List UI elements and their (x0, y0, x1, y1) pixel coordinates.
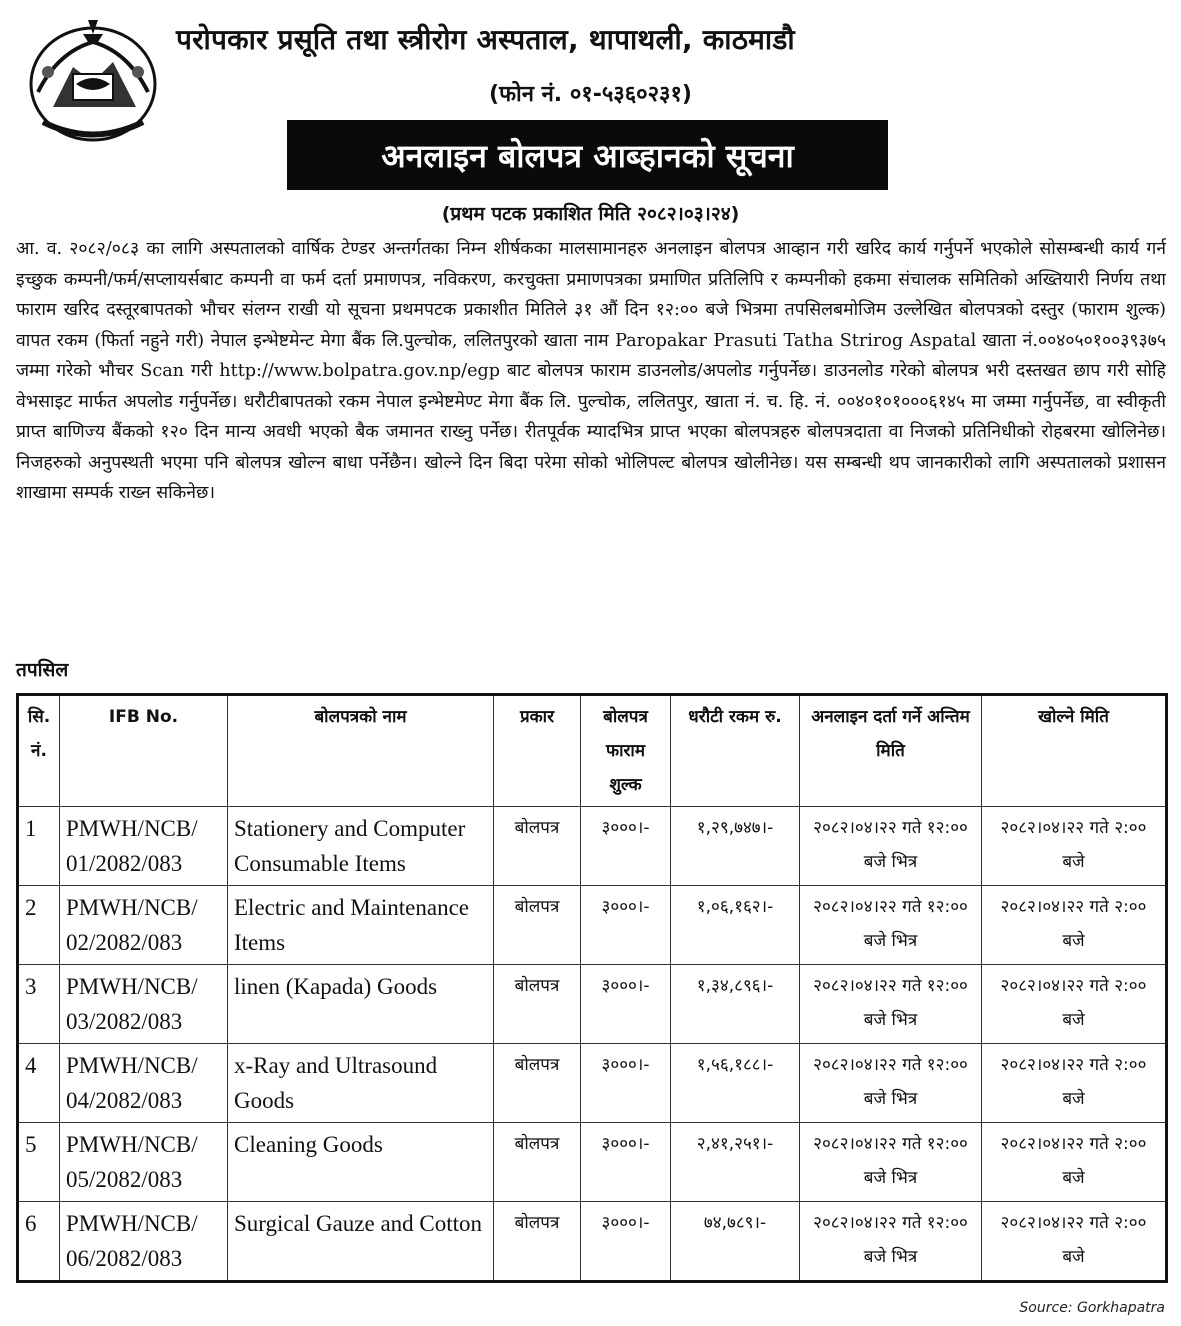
col-header-deadline: अनलाइन दर्ता गर्ने अन्तिम मिति (800, 695, 982, 807)
col-header-name: बोलपत्रको नाम (228, 695, 494, 807)
table-row (18, 965, 1167, 1044)
cell-name: Stationery and Computer Consumable Items (228, 807, 494, 886)
cell-name: linen (Kapada) Goods (228, 965, 494, 1044)
cell-opening: २०८२।०४।२२ गते २:०० बजे (982, 807, 1167, 886)
cell-deadline: २०८२।०४।२२ गते १२:०० बजे भित्र (800, 886, 982, 965)
cell-deadline: २०८२।०४।२२ गते १२:०० बजे भित्र (800, 1123, 982, 1202)
cell-opening: २०८२।०४।२२ गते २:०० बजे (982, 1202, 1167, 1282)
col-header-opening: खोल्ने मिति (982, 695, 1167, 807)
cell-type: बोलपत्र (494, 807, 581, 886)
cell-type: बोलपत्र (494, 1123, 581, 1202)
cell-sn: 4 (18, 1044, 60, 1123)
cell-sn: 2 (18, 886, 60, 965)
table-row (18, 807, 1167, 886)
notice-title-box (287, 120, 888, 190)
cell-opening: २०८२।०४।२२ गते २:०० बजे (982, 1123, 1167, 1202)
cell-deposit: १,५६,१८८।- (671, 1044, 800, 1123)
cell-fee: ३०००।- (581, 1123, 671, 1202)
cell-ifb: PMWH/NCB/ 06/2082/083 (60, 1202, 228, 1282)
office-title: परोपकार प्रसूति तथा स्त्रीरोग अस्पताल, थापाथली, काठमाडौ (176, 23, 795, 56)
cell-deadline: २०८२।०४।२२ गते १२:०० बजे भित्र (800, 1202, 982, 1282)
cell-deposit: ७४,७८९।- (671, 1202, 800, 1282)
schedule-label: तपसिल (16, 659, 69, 681)
cell-type: बोलपत्र (494, 886, 581, 965)
col-header-sn: सि. नं. (18, 695, 60, 807)
table-row (18, 1044, 1167, 1123)
cell-ifb: PMWH/NCB/ 05/2082/083 (60, 1123, 228, 1202)
table-header-row (18, 695, 1167, 807)
col-header-type: प्रकार (494, 695, 581, 807)
cell-deadline: २०८२।०४।२२ गते १२:०० बजे भित्र (800, 965, 982, 1044)
cell-opening: २०८२।०४।२२ गते २:०० बजे (982, 1044, 1167, 1123)
table-row (18, 1202, 1167, 1282)
cell-sn: 3 (18, 965, 60, 1044)
cell-sn: 1 (18, 807, 60, 886)
col-header-deposit: धरौटी रकम रु. (671, 695, 800, 807)
cell-opening: २०८२।०४।२२ गते २:०० बजे (982, 965, 1167, 1044)
cell-fee: ३०००।- (581, 1202, 671, 1282)
cell-type: बोलपत्र (494, 965, 581, 1044)
cell-opening: २०८२।०४।२२ गते २:०० बजे (982, 886, 1167, 965)
cell-fee: ३०००।- (581, 1044, 671, 1123)
cell-fee: ३०००।- (581, 965, 671, 1044)
cell-name: Cleaning Goods (228, 1123, 494, 1202)
cell-name: Surgical Gauze and Cotton (228, 1202, 494, 1282)
cell-fee: ३०००।- (581, 886, 671, 965)
cell-type: बोलपत्र (494, 1044, 581, 1123)
cell-deadline: २०८२।०४।२२ गते १२:०० बजे भित्र (800, 807, 982, 886)
cell-sn: 6 (18, 1202, 60, 1282)
cell-ifb: PMWH/NCB/ 04/2082/083 (60, 1044, 228, 1123)
col-header-fee: बोलपत्र फाराम शुल्क (581, 695, 671, 807)
notice-title: अनलाइन बोलपत्र आब्हानको सूचना (381, 136, 794, 175)
office-phone: (फोन नं. ०१-५३६०२३१) (489, 82, 692, 107)
notice-body: आ. व. २०८२/०८३ का लागि अस्पतालको वार्षिक टेण्डर अन्तर्गतका निम्न शीर्षकका मालसामानहरु अनलाइन बोलपत्र आव्हान गरी खरिद कार्य गर्नुपर्ने भएकोले सोसम्बन्धी कार्य गर्न इच्छुक कम्पनी/फर्म/सप्लायर्सबाट कम्पनी वा फर्म दर्ता प्रमाणपत्र, नविकरण, करचुक्ता प्रमाणपत्रका प्रमाणित प्रतिलिपि र कम्पनीको हकमा संचालक समितिको अख्तियारी निर्णय तथा फाराम खरिद दस्तूरबापतको भौचर संलग्न राखी यो सूचना प्रथमपटक प्रकाशीत मितिले ३१ औं दिन १२:०० बजे भित्रमा तपसिलबमोजिम उल्लेखित बोलपत्रको दस्तुर (फाराम शुल्क) वापत रकम (फिर्ता नहुने गरी) नेपाल इन्भेष्टमेन्ट मेगा बैंक लि.पुल्चोक, ललितपुरको खाता नाम Paropakar Prasuti Tatha Strirog Aspatal खाता नं.००४०५०१००३९३७५ जम्मा गरेको भौचर Scan गरी http://www.bolpatra.gov.np/egp बाट बोलपत्र फाराम डाउनलोड/अपलोड गर्नुपर्नेछ। डाउनलोड गरेको बोलपत्र भरी दस्तखत छाप गरी सोहि वेभसाइट मार्फत अपलोड गर्नुपर्नेछ। धरौटीबापतको रकम नेपाल इन्भेष्टमेण्ट मेगा बैंक लि. पुल्चोक, ललितपुर, खाता नं. च. हि. नं. ००४०१०१०००६१४५ मा जम्मा गर्नुपर्नेछ, वा स्वीकृती प्राप्त बाणिज्य बैंकको १२० दिन मान्य अवधी भएको बैक जमानत राख्नु पर्नेछ। रीतपूर्वक म्यादभित्र प्राप्त भएका बोलपत्रहरु बोलपत्रदाता वा निजको प्रतिनिधीको रोहबरमा खोलिनेछ। निजहरुको अनुपस्थती भएमा पनि बोलपत्र खोल्न बाधा पर्नेछैन। खोल्ने दिन बिदा परेमा सोको भोलिपल्ट बोलपत्र खोलीनेछ। यस सम्बन्धी थप जानकारीको लागि अस्पतालको प्रशासन शाखामा सम्पर्क राख्न सकिनेछ। (16, 239, 1166, 503)
cell-fee: ३०००।- (581, 807, 671, 886)
cell-type: बोलपत्र (494, 1202, 581, 1282)
col-header-ifb: IFB No. (60, 695, 228, 807)
cell-ifb: PMWH/NCB/ 01/2082/083 (60, 807, 228, 886)
tender-table (16, 693, 1168, 1283)
table-row (18, 1123, 1167, 1202)
cell-ifb: PMWH/NCB/ 03/2082/083 (60, 965, 228, 1044)
cell-deadline: २०८२।०४।२२ गते १२:०० बजे भित्र (800, 1044, 982, 1123)
publish-date: (प्रथम पटक प्रकाशित मिति २०८२।०३।२४) (441, 203, 740, 225)
source-credit: Source: Gorkhapatra (1019, 1300, 1165, 1316)
cell-name: x-Ray and Ultrasound Goods (228, 1044, 494, 1123)
cell-deposit: १,३४,८९६।- (671, 965, 800, 1044)
cell-name: Electric and Maintenance Items (228, 886, 494, 965)
cell-deposit: १,०६,१६२।- (671, 886, 800, 965)
cell-deposit: १,२९,७४७।- (671, 807, 800, 886)
cell-ifb: PMWH/NCB/ 02/2082/083 (60, 886, 228, 965)
table-row (18, 886, 1167, 965)
cell-deposit: २,४१,२५१।- (671, 1123, 800, 1202)
cell-sn: 5 (18, 1123, 60, 1202)
